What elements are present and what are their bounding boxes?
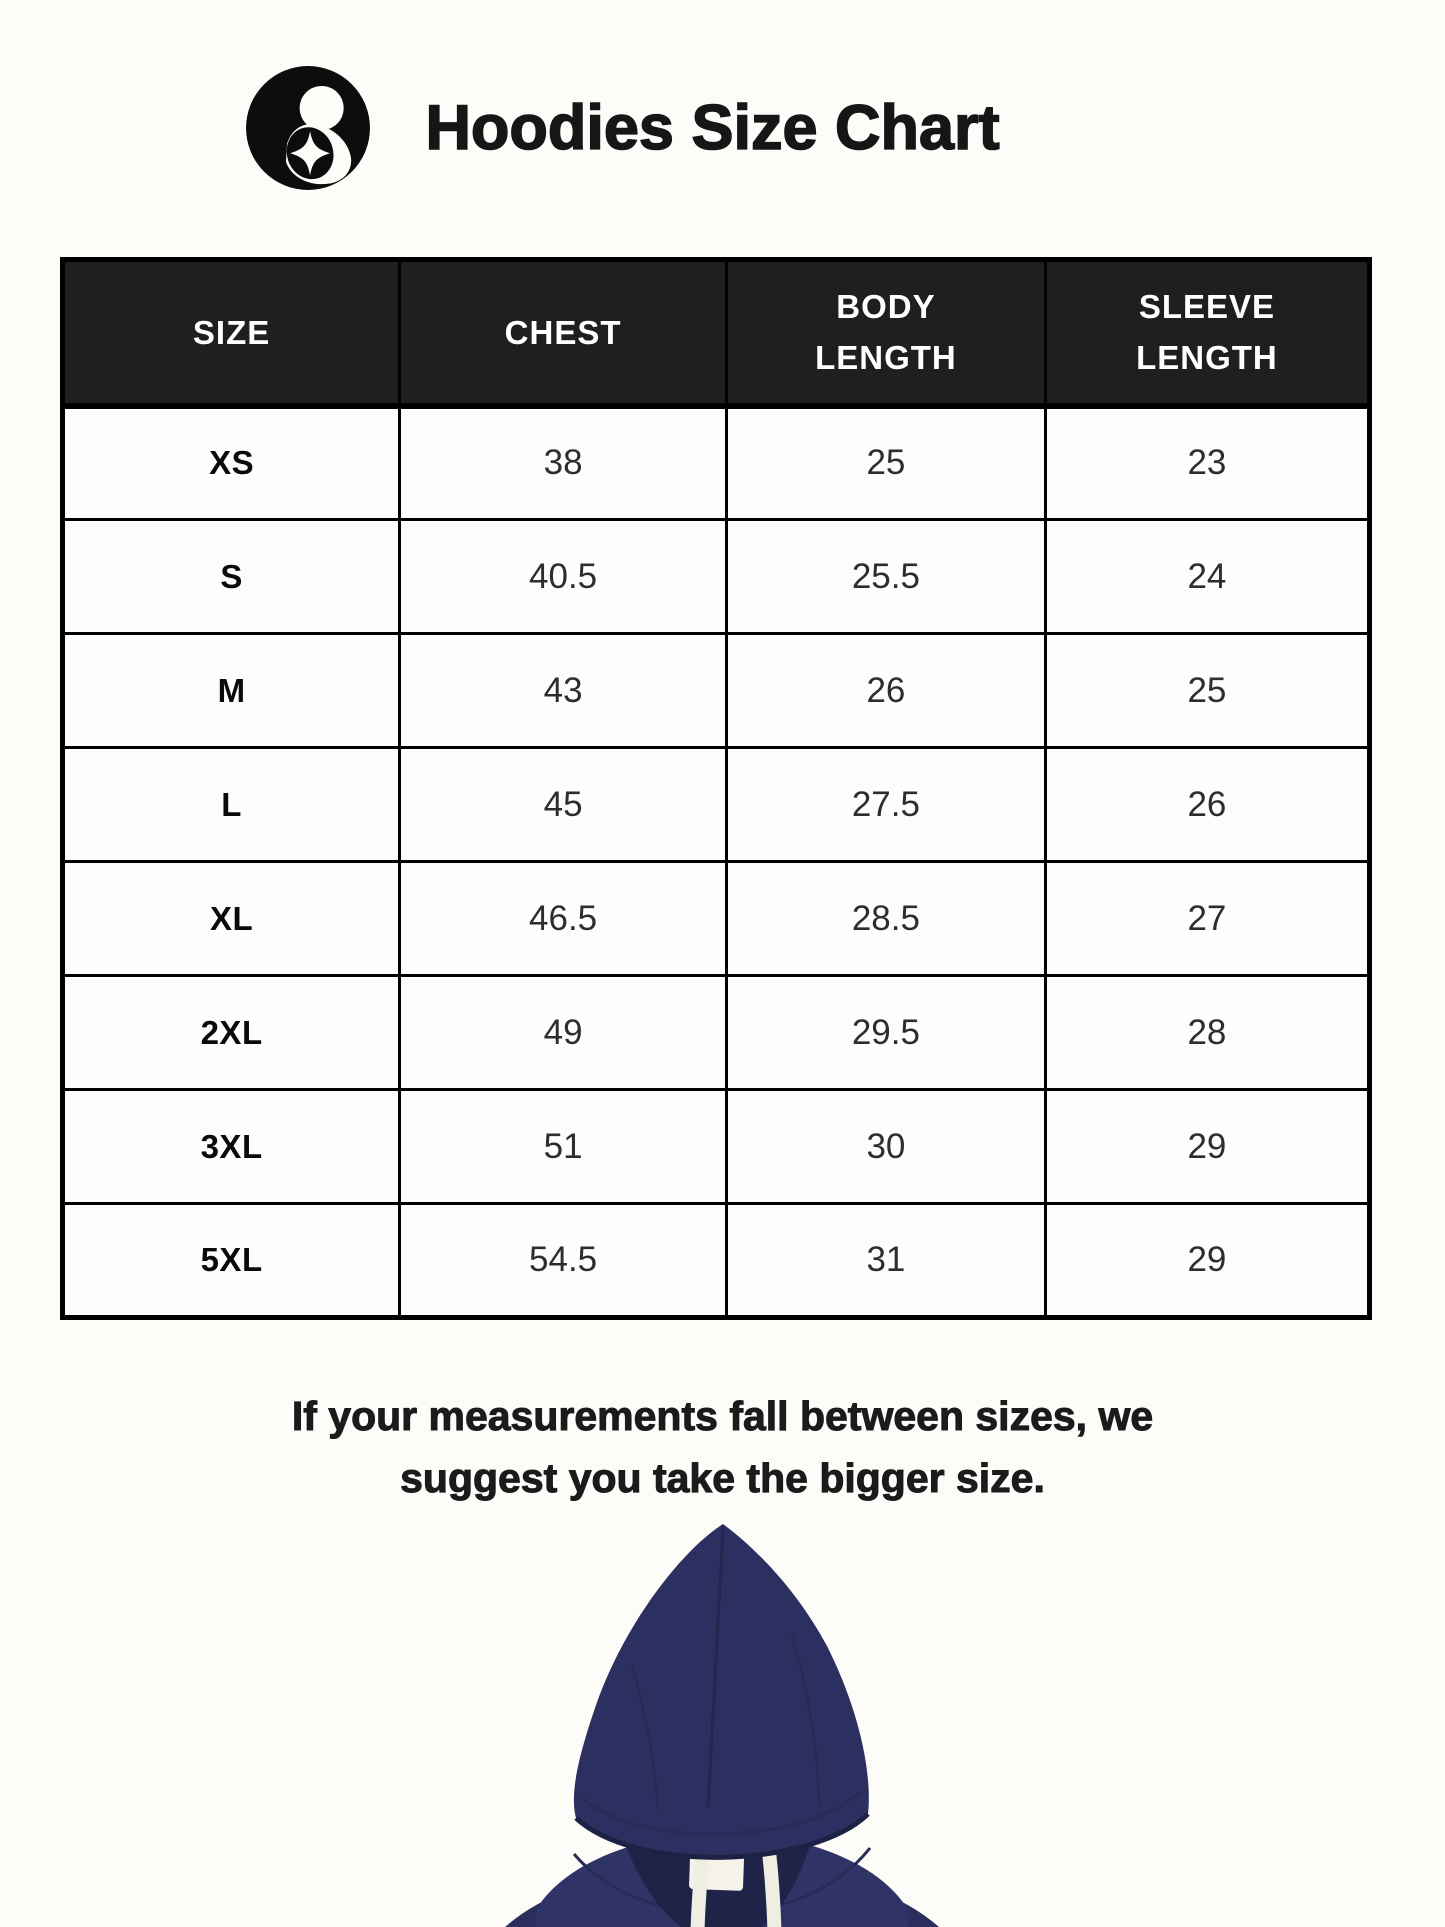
table-row: [63, 406, 1370, 520]
size-table-body: [63, 406, 1370, 1318]
size-cell: 5XL: [63, 1204, 400, 1318]
chest-cell: 51: [400, 1090, 727, 1204]
table-row: [63, 634, 1370, 748]
chest-cell: 46.5: [400, 862, 727, 976]
navy-hoodie-illustration: [322, 1516, 1122, 1927]
hoodie-photo: [322, 1516, 1122, 1927]
size-cell: 3XL: [63, 1090, 400, 1204]
header-row: [63, 260, 1370, 406]
sizing-note: [0, 1386, 1445, 1509]
size-table-header: [63, 260, 1370, 406]
size-cell: S: [63, 520, 400, 634]
column-header-chest: CHEST: [400, 260, 727, 406]
size-cell: XL: [63, 862, 400, 976]
sizing-note-line-1: If your measurements fall between sizes, we: [291, 1393, 1154, 1439]
table-row: [63, 1204, 1370, 1318]
column-header-size: SIZE: [63, 260, 400, 406]
body-length-cell: 29.5: [726, 976, 1045, 1090]
sleeve-length-cell: 26: [1045, 748, 1369, 862]
sleeve-length-cell: 23: [1045, 406, 1369, 520]
mother-and-baby-logo-icon: [245, 65, 371, 191]
chest-cell: 49: [400, 976, 727, 1090]
chest-cell: 40.5: [400, 520, 727, 634]
chest-cell: 43: [400, 634, 727, 748]
sleeve-length-cell: 28: [1045, 976, 1369, 1090]
body-length-cell: 25: [726, 406, 1045, 520]
sleeve-length-cell: 29: [1045, 1204, 1369, 1318]
sleeve-length-cell: 25: [1045, 634, 1369, 748]
page-title: Hoodies Size Chart: [425, 93, 1000, 163]
chest-cell: 45: [400, 748, 727, 862]
size-cell: L: [63, 748, 400, 862]
body-length-cell: 25.5: [726, 520, 1045, 634]
body-length-cell: 26: [726, 634, 1045, 748]
size-cell: XS: [63, 406, 400, 520]
body-length-cell: 28.5: [726, 862, 1045, 976]
sizing-note-line-2: suggest you take the bigger size.: [400, 1454, 1045, 1501]
body-length-cell: 27.5: [726, 748, 1045, 862]
size-cell: M: [63, 634, 400, 748]
size-table: [60, 257, 1372, 1320]
body-length-cell: 31: [726, 1204, 1045, 1318]
table-row: [63, 862, 1370, 976]
table-row: [63, 1090, 1370, 1204]
sleeve-length-cell: 27: [1045, 862, 1369, 976]
column-header-sleeve-length: SLEEVE LENGTH: [1045, 260, 1369, 406]
table-row: [63, 976, 1370, 1090]
table-row: [63, 520, 1370, 634]
column-header-body-length: BODY LENGTH: [726, 260, 1045, 406]
sleeve-length-cell: 24: [1045, 520, 1369, 634]
chest-cell: 54.5: [400, 1204, 727, 1318]
chest-cell: 38: [400, 406, 727, 520]
body-length-cell: 30: [726, 1090, 1045, 1204]
sleeve-length-cell: 29: [1045, 1090, 1369, 1204]
brand-header: [0, 58, 1345, 198]
table-row: [63, 748, 1370, 862]
size-cell: 2XL: [63, 976, 400, 1090]
